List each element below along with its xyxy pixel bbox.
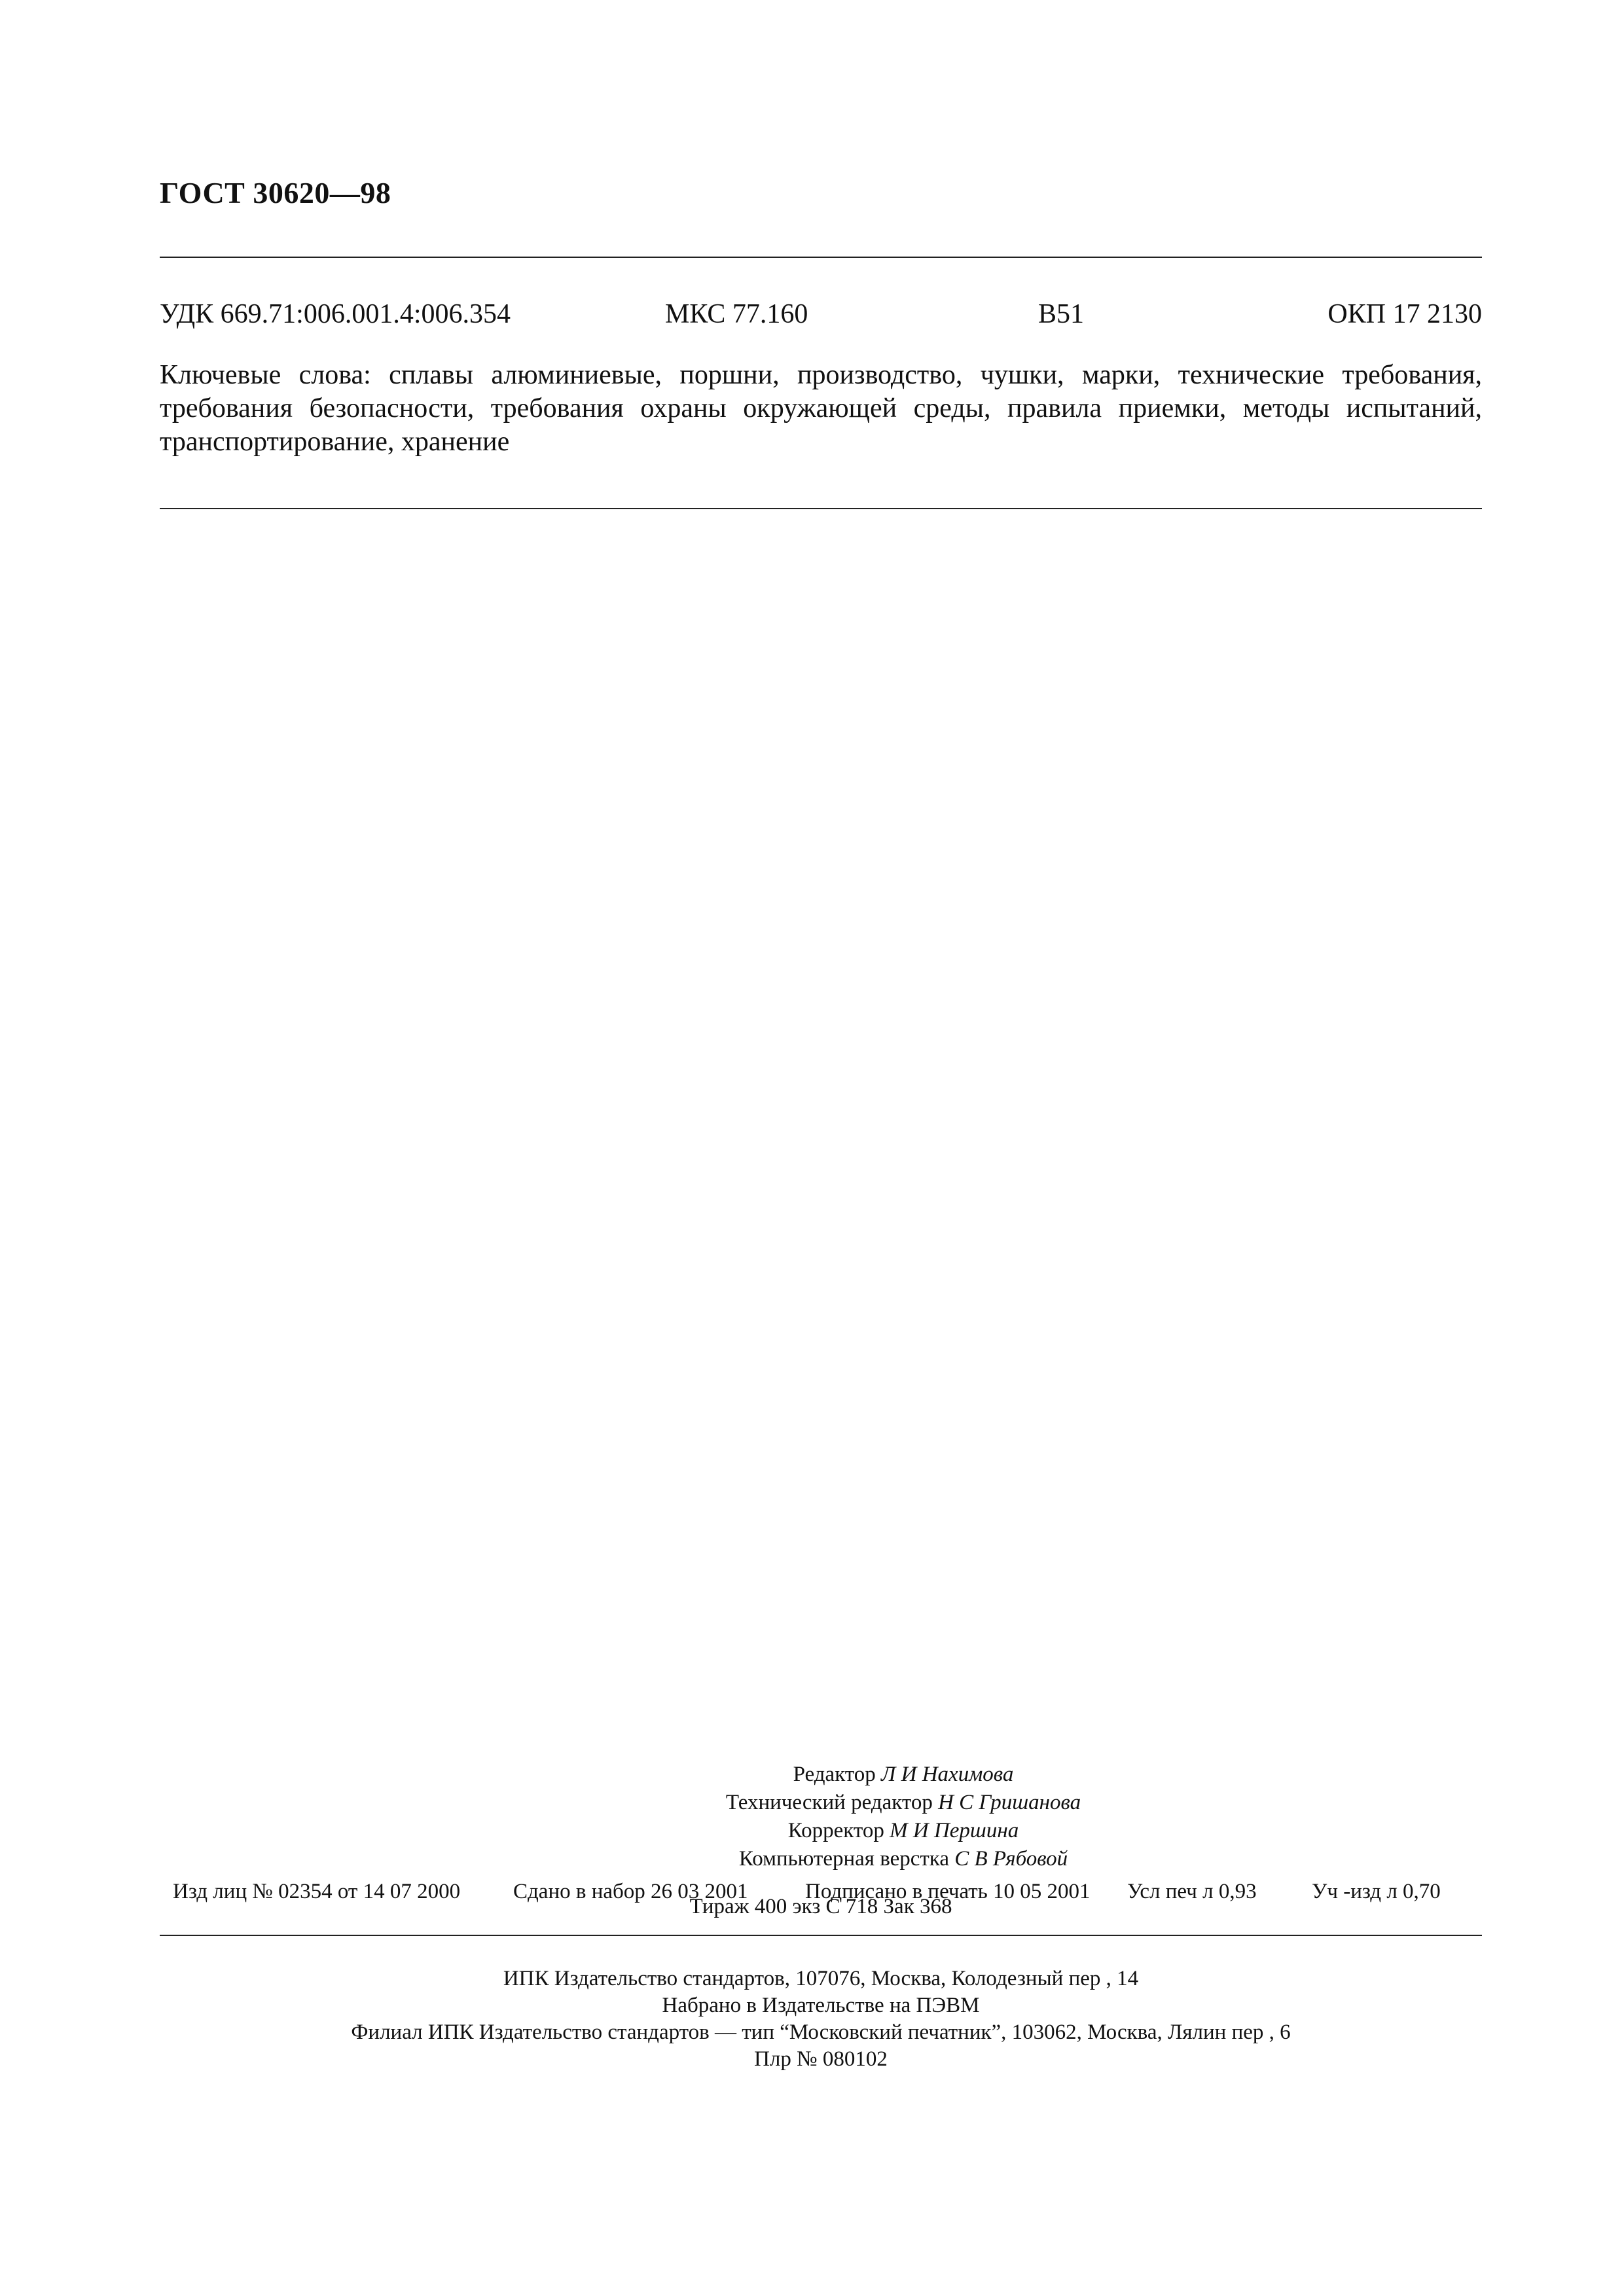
signed-date: Подписано в печать 10 05 2001 bbox=[805, 1880, 1091, 1903]
typeset-date: Сдано в набор 26 03 2001 bbox=[513, 1880, 748, 1903]
editor-name: Л И Нахимова bbox=[881, 1763, 1014, 1786]
group-code: В51 bbox=[1038, 299, 1085, 329]
publishing-sheets: Уч -изд л 0,70 bbox=[1312, 1880, 1441, 1903]
tech-editor-name: Н С Гришанова bbox=[938, 1791, 1081, 1814]
typeset-note: Набрано в Издательстве на ПЭВМ bbox=[662, 1994, 980, 2017]
printing-license: Плр № 080102 bbox=[754, 2047, 888, 2071]
tech-editor-line bbox=[681, 1789, 1126, 1817]
corrector-label: Корректор bbox=[787, 1819, 884, 1842]
corrector-name: М И Першина bbox=[890, 1819, 1019, 1842]
license-info: Изд лиц № 02354 от 14 07 2000 bbox=[173, 1880, 461, 1903]
layout-line bbox=[681, 1845, 1126, 1873]
tech-editor-label: Технический редактор bbox=[725, 1791, 933, 1814]
keywords-paragraph: Ключевые слова: сплавы алюминиевые, поршни, производство, чушки, марки, технические требования, требования безопасности, требования охраны окружающей среды, правила приемки, методы испытаний, транспортирование, хранение bbox=[160, 360, 1482, 457]
editor-label: Редактор bbox=[793, 1763, 876, 1786]
keywords-divider bbox=[160, 508, 1482, 509]
publisher-block bbox=[160, 1965, 1482, 2073]
circulation-block bbox=[160, 1893, 1482, 1920]
credits-block bbox=[681, 1761, 1126, 1873]
circulation-line: Тираж 400 экз С 718 Зак 368 bbox=[689, 1895, 952, 1918]
mks-code: МКС 77.160 bbox=[665, 299, 808, 329]
publisher-address: ИПК Издательство стандартов, 107076, Москва, Колодезный пер , 14 bbox=[503, 1967, 1139, 1990]
top-divider bbox=[160, 257, 1482, 258]
classification-row bbox=[160, 298, 1482, 338]
layout-name: С В Рябовой bbox=[954, 1847, 1068, 1871]
udk-code: УДК 669.71:006.001.4:006.354 bbox=[160, 299, 511, 329]
print-sheets: Усл печ л 0,93 bbox=[1127, 1880, 1257, 1903]
corrector-line bbox=[681, 1817, 1126, 1845]
printing-branch: Филиал ИПК Издательство стандартов — тип “Московский печатник”, 103062, Москва, Лялин пер , 6 bbox=[351, 2020, 1291, 2044]
editor-line bbox=[681, 1761, 1126, 1789]
layout-label: Компьютерная верстка bbox=[738, 1847, 949, 1871]
imprint-divider bbox=[160, 1935, 1482, 1936]
okp-code: ОКП 17 2130 bbox=[1327, 299, 1482, 329]
document-id: ГОСТ 30620—98 bbox=[160, 176, 391, 209]
